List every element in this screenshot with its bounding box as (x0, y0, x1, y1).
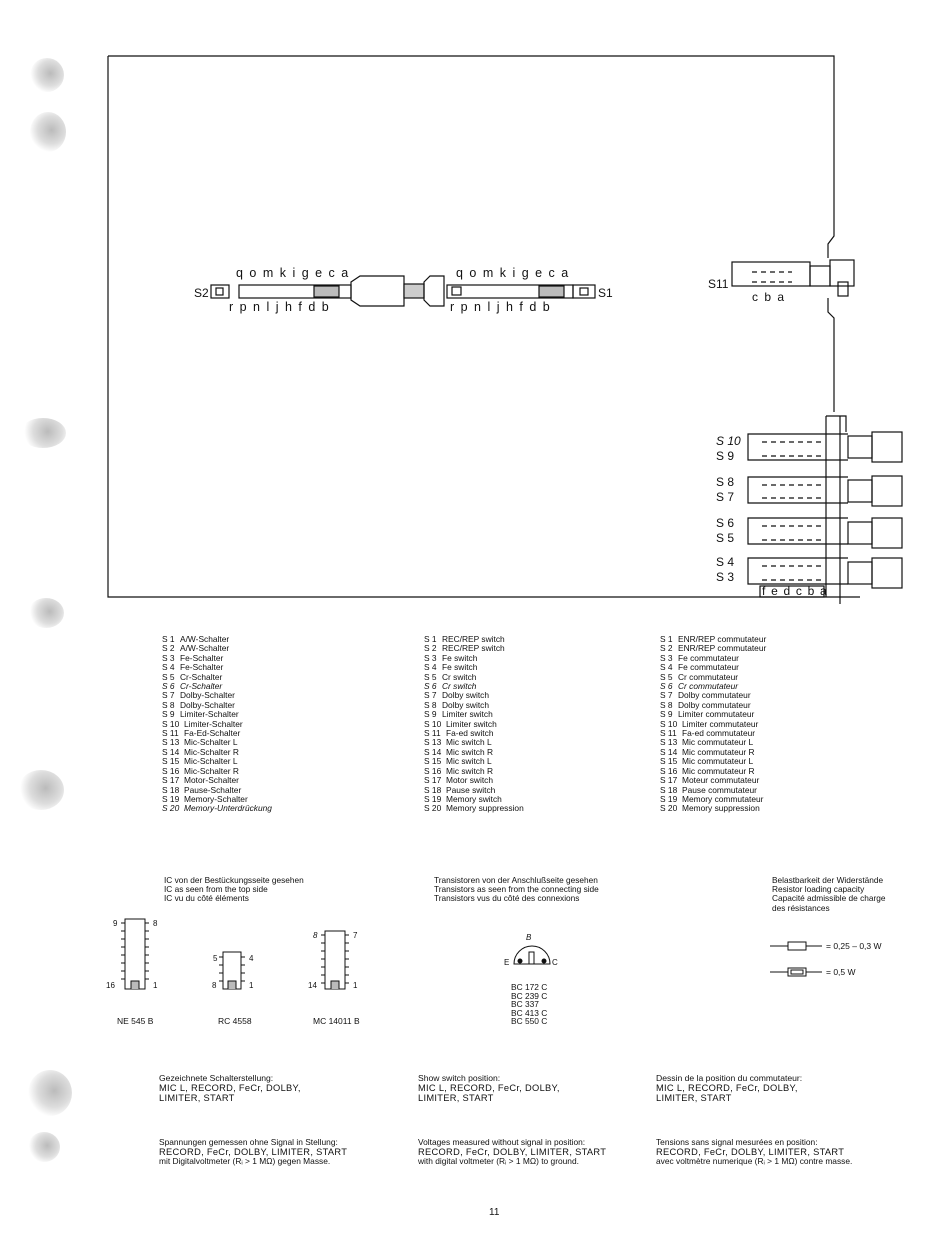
list-item: S 7 Dolby-Schalter (162, 690, 235, 701)
s2-bottom-letters: r p n l j h f d b (229, 300, 331, 314)
list-item: S 13 Mic commutateur L (660, 737, 754, 748)
rc4558-pin-br: 1 (249, 981, 254, 990)
label-s9: S 9 (716, 449, 735, 463)
mc14011-pin-br: 1 (353, 981, 358, 990)
binder-hole-mark (28, 1132, 60, 1162)
label-s10: S 10 (716, 434, 741, 448)
label-s2: S2 (194, 286, 209, 300)
list-item: S 5 Cr-Schalter (162, 671, 223, 682)
switch-position-en: Show switch position: MIC L, RECORD, FeCr, DOLBY, LIMITER, START (418, 1073, 560, 1103)
transistor-pinout (500, 928, 580, 982)
list-item: S 9 Limiter switch (424, 709, 493, 720)
list-item: S 10 Limiter switch (424, 718, 497, 729)
list-item: S 16 Mic commutateur R (660, 765, 755, 776)
list-item: S 14 Mic-Schalter R (162, 746, 239, 757)
list-item: S 1 ENR/REP commutateur (660, 634, 767, 644)
list-item: S 2 REC/REP switch (424, 643, 505, 654)
list-item: S 3 Fe commutateur (660, 652, 739, 663)
switch-wiring-diagram (0, 0, 950, 610)
list-item: S 4 Fe-Schalter (162, 662, 224, 673)
list-item: S 16 Mic switch R (424, 765, 493, 776)
mc14011-pin-tl: 8 (313, 931, 318, 940)
switch-list-english (424, 635, 524, 814)
list-item: S 18 Pause-Schalter (162, 784, 242, 795)
list-item: S 3 Fe-Schalter (162, 652, 224, 663)
ic-name-rc4558: RC 4558 (218, 1016, 252, 1026)
list-item: S 5 Cr commutateur (660, 671, 739, 682)
resistor-rating-1: = 0,25 – 0,3 W (826, 941, 882, 951)
list-item: S 15 Mic switch L (424, 756, 492, 767)
list-item: S 3 Fe switch (424, 652, 478, 663)
list-item: S 19 Memory switch (424, 793, 502, 804)
list-item: S 2 ENR/REP commutateur (660, 643, 767, 654)
mc14011-pin-bl: 14 (308, 981, 317, 990)
list-item: S 2 A/W-Schalter (162, 643, 230, 654)
label-s1: S1 (598, 286, 613, 300)
ic-name-mc14011b: MC 14011 B (313, 1016, 360, 1026)
list-item: S 5 Cr switch (424, 671, 477, 682)
list-item: S 9 Limiter-Schalter (162, 709, 239, 720)
s11-letters: c b a (752, 290, 786, 304)
ne545-pin-tl: 9 (113, 919, 118, 928)
voltages-en: Voltages measured without signal in position: RECORD, FeCr, DOLBY, LIMITER, START with digital voltmeter (Rᵢ > 1 MΩ) to ground. (418, 1137, 607, 1166)
list-item: S 10 Limiter-Schalter (162, 718, 243, 729)
list-item: S 7 Dolby commutateur (660, 690, 751, 701)
list-item: S 15 Mic commutateur L (660, 756, 754, 767)
label-s6: S 6 (716, 516, 735, 530)
switch-position-fr: Dessin de la position du commutateur: MIC L, RECORD, FeCr, DOLBY, LIMITER, START (656, 1073, 803, 1103)
binder-hole-mark (18, 770, 64, 810)
list-item: S 13 Mic switch L (424, 737, 492, 748)
list-item: S 4 Fe switch (424, 662, 478, 673)
list-item: S 20 Memory suppression (424, 803, 524, 814)
transistor-pin-e: E (504, 958, 510, 967)
list-item: S 17 Motor switch (424, 775, 494, 786)
list-item: S 6 Cr-Schalter (162, 681, 223, 692)
list-item: S 8 Dolby commutateur (660, 699, 751, 710)
resistor-rating-2: = 0,5 W (826, 967, 856, 977)
binder-hole-mark (28, 1070, 72, 1116)
rc4558-pin-bl: 8 (212, 981, 217, 990)
rc4558-pin-tl: 5 (213, 954, 218, 963)
list-item: S 17 Motor-Schalter (162, 775, 239, 786)
ic-packages (100, 915, 380, 995)
transistor-heading: Transistoren von der Anschlußseite gesehen Transistors as seen from the connecting side Transistors vus du côté des connexions (434, 875, 599, 904)
list-item: S 9 Limiter commutateur (660, 709, 755, 720)
list-item: S 1 A/W-Schalter (162, 634, 230, 644)
resistor-heading: Belastbarkeit der Widerstände Resistor loading capacity Capacité admissible de charge des résistances (772, 875, 886, 913)
ic-name-ne545b: NE 545 B (117, 1016, 154, 1026)
list-item: S 20 Memory suppression (660, 803, 760, 814)
voltages-de: Spannungen gemessen ohne Signal in Stellung: RECORD, FeCr, DOLBY, LIMITER, START mit Digitalvoltmeter (Rᵢ > 1 MΩ) gegen Masse. (159, 1137, 348, 1166)
switch-list-german (162, 635, 272, 814)
list-item: S 14 Mic switch R (424, 746, 493, 757)
transistor-pin-b: B (526, 933, 532, 942)
list-item: S 17 Moteur commutateur (660, 775, 760, 786)
ne545-pin-tr: 8 (153, 919, 158, 928)
list-item: S 14 Mic commutateur R (660, 746, 755, 757)
s1-top-letters: q o m k i g e c a (456, 266, 570, 280)
s2-top-letters: q o m k i g e c a (236, 266, 350, 280)
list-item: S 11 Fa-ed commutateur (660, 728, 756, 739)
label-s11: S11 (708, 277, 729, 291)
ic-heading: IC von der Bestückungsseite gesehen IC as seen from the top side IC vu du côté éléments (164, 875, 304, 904)
rc4558-pin-tr: 4 (249, 954, 254, 963)
label-s3: S 3 (716, 570, 735, 584)
label-s4: S 4 (716, 555, 735, 569)
mc14011-pin-tr: 7 (353, 931, 358, 940)
list-item: S 13 Mic-Schalter L (162, 737, 238, 748)
list-item: S 16 Mic-Schalter R (162, 765, 239, 776)
list-item: S 8 Dolby switch (424, 699, 490, 710)
list-item: S 10 Limiter commutateur (660, 718, 759, 729)
list-item: S 18 Pause commutateur (660, 784, 757, 795)
switch-list-french (660, 635, 766, 814)
list-item: S 4 Fe commutateur (660, 662, 739, 673)
list-item: S 6 Cr switch (424, 681, 477, 692)
list-item: S 1 REC/REP switch (424, 634, 505, 644)
list-item: S 11 Fa-Ed-Schalter (162, 728, 241, 739)
list-item: S 20 Memory-Unterdrückung (162, 803, 272, 814)
page-number: 11 (489, 1207, 500, 1218)
list-item: S 11 Fa-ed switch (424, 728, 494, 739)
label-s5: S 5 (716, 531, 735, 545)
voltages-fr: Tensions sans signal mesurées en position: RECORD, FeCr, DOLBY, LIMITER, START avec voltmètre numerique (Rᵢ > 1 MΩ) contre masse. (656, 1137, 853, 1166)
list-item: S 19 Memory-Schalter (162, 793, 248, 804)
list-item: S 7 Dolby switch (424, 690, 490, 701)
list-item: S 19 Memory commutateur (660, 793, 764, 804)
list-item: S 18 Pause switch (424, 784, 496, 795)
label-s8: S 8 (716, 475, 735, 489)
transistor-pin-c: C (552, 958, 558, 967)
resistor-symbols (770, 938, 830, 982)
list-item: S 6 Cr commutateur (660, 681, 739, 692)
switch-position-de: Gezeichnete Schalterstellung: MIC L, RECORD, FeCr, DOLBY, LIMITER, START (159, 1073, 301, 1103)
stack-letters: f e d c b a (762, 584, 828, 598)
list-item: S 15 Mic-Schalter L (162, 756, 238, 767)
label-s7: S 7 (716, 490, 735, 504)
s1-bottom-letters: r p n l j h f d b (450, 300, 552, 314)
list-item: S 8 Dolby-Schalter (162, 699, 235, 710)
ne545-pin-br: 1 (153, 981, 158, 990)
ne545-pin-bl: 16 (106, 981, 115, 990)
transistor-types: BC 172 C BC 239 C BC 337 BC 413 C BC 550 C (511, 982, 548, 1027)
